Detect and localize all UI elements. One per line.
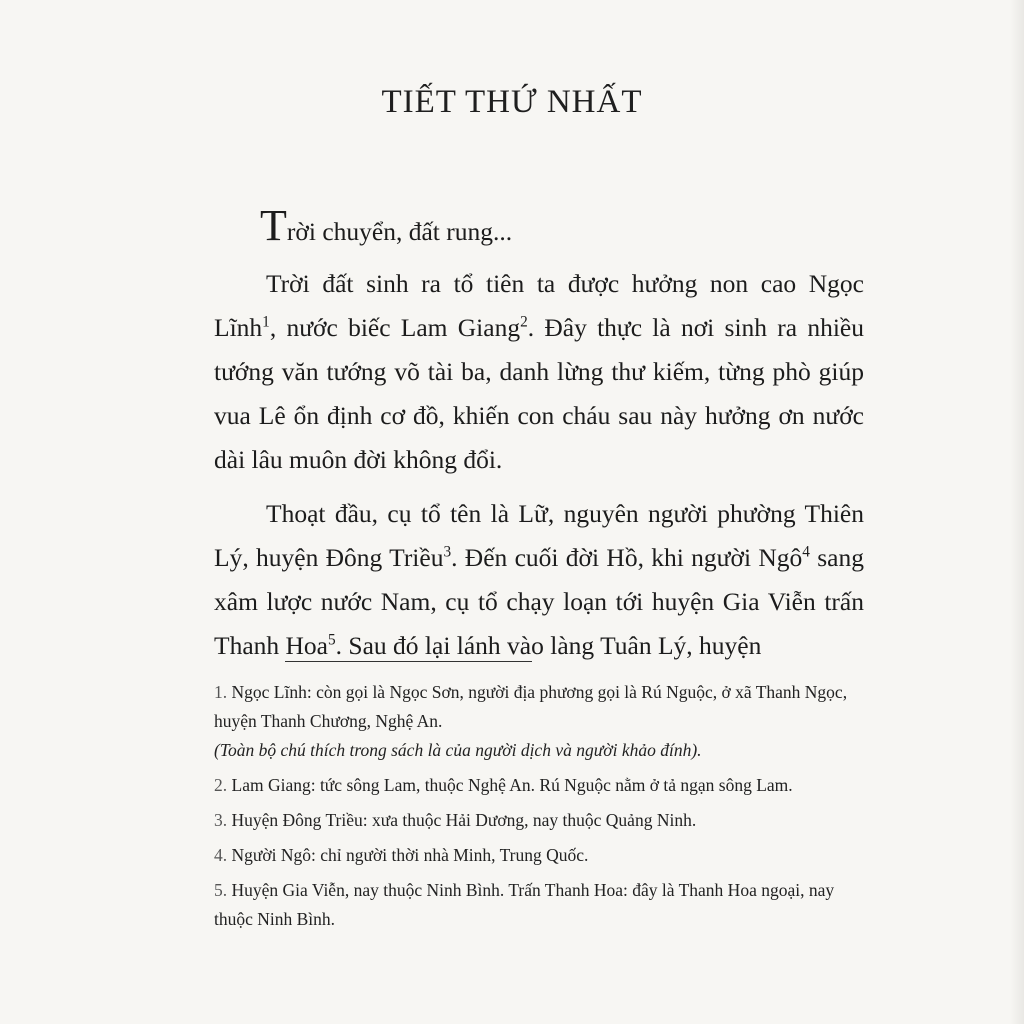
page-edge-shadow (1010, 0, 1024, 1024)
footnote-text: Huyện Gia Viễn, nay thuộc Ninh Bình. Trấn Thanh Hoa: đây là Thanh Hoa ngoại, nay thuộc Ninh Bình. (214, 880, 835, 929)
opening-text: rời chuyển, đất rung... (286, 217, 513, 246)
footnotes (214, 678, 864, 940)
footnote-ref: 1 (262, 313, 270, 331)
paragraph-ancestor (214, 492, 864, 668)
footnote-ref: 4 (802, 543, 810, 561)
footnote-4 (214, 841, 864, 870)
footnote-text: Ngọc Lĩnh: còn gọi là Ngọc Sơn, người địa phương gọi là Rú Nguộc, ở xã Thanh Ngọc, huyện Thanh Chương, Nghệ An. (214, 682, 848, 731)
footnote-number: 4. (214, 845, 228, 865)
footnote-text: Người Ngô: chỉ người thời nhà Minh, Trung Quốc. (231, 845, 589, 865)
paragraph-text: Trời đất sinh ra tổ tiên ta được hưởng non cao Ngọc Lĩnh (214, 269, 864, 342)
paragraph-text: . Sau đó lại lánh vào làng Tuân Lý, huyện (335, 631, 762, 660)
footnote-number: 1. (214, 682, 228, 702)
paragraph-text: , nước biếc Lam Giang (269, 313, 521, 342)
footnote-2 (214, 771, 864, 800)
opening-paragraph (214, 201, 864, 254)
footnote-ref: 3 (443, 543, 452, 561)
paragraph-text: sang xâm lược nước Nam, cụ tổ chạy loạn tới huyện Gia Viễn trấn Thanh Hoa (214, 543, 864, 660)
footnote-number: 3. (214, 810, 228, 830)
footnote-number: 2. (214, 775, 228, 795)
drop-cap: T (260, 201, 287, 250)
paragraph-text: . Đến cuối đời Hồ, khi người Ngô (451, 543, 803, 572)
footnote-number: 5. (214, 880, 228, 900)
body-text (214, 201, 864, 678)
paragraph-origin (214, 262, 864, 482)
footnote-1 (214, 678, 864, 736)
footnote-note: (Toàn bộ chú thích trong sách là của người dịch và người khảo đính). (214, 740, 702, 760)
paragraph-text: . Đây thực là nơi sinh ra nhiều tướng văn tướng võ tài ba, danh lừng thư kiếm, từng phò giúp vua Lê ổn định cơ đồ, khiến con cháu sau này hưởng ơn nước dài lâu muôn đời không đổi. (214, 313, 864, 474)
footnote-5 (214, 876, 864, 934)
paragraph-text: Thoạt đầu, cụ tổ tên là Lữ, nguyên người phường Thiên Lý, huyện Đông Triều (214, 499, 864, 572)
footnote-ref: 5 (328, 631, 336, 649)
chapter-title: TIẾT THỨ NHẤT (381, 84, 643, 120)
footnote-3 (214, 806, 864, 835)
footnote-ref: 2 (520, 313, 528, 331)
footnote-text: Lam Giang: tức sông Lam, thuộc Nghệ An. Rú Nguộc nằm ở tả ngạn sông Lam. (231, 775, 793, 795)
footnote-text: Huyện Đông Triều: xưa thuộc Hải Dương, nay thuộc Quảng Ninh. (231, 810, 697, 830)
footnote-divider (285, 661, 532, 662)
